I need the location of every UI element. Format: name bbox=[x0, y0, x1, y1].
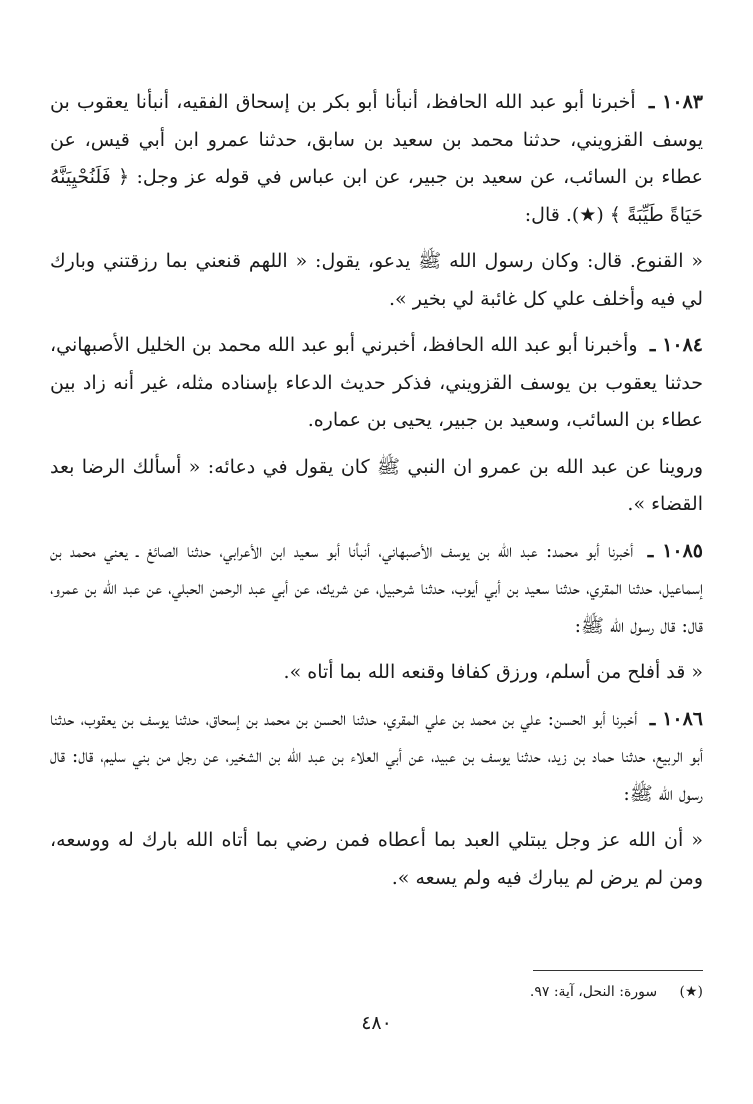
hadith-1084-riwaya bbox=[50, 449, 703, 524]
hadith-text: « قد أفلح من أسلم، ورزق كفافا وقنعه الله بما أتاه ». bbox=[283, 661, 703, 683]
hadith-number: ١٠٨٤ ـ bbox=[649, 334, 704, 356]
hadith-text: أخبرنا أبو عبد الله الحافظ، أنبأنا أبو بكر بن إسحاق الفقيه، أنبأنا يعقوب بن يوسف القزويني، حدثنا محمد بن سعيد بن سابق، حدثنا عمرو ابن أبي قيس، عن عطاء بن السائب، عن سعيد بن جبير، عن ابن عباس في قوله عز وجل: ﴿ فَلَنُحْيِيَنَّهُ حَيَاةً طَيِّبَةً ﴾ (★). قال: bbox=[50, 91, 703, 226]
hadith-text: « أن الله عز وجل يبتلي العبد بما أعطاه فمن رضي بما أتاه الله بارك له ووسعه، ومن لم يرض لم يبارك فيه ولم يسعه ». bbox=[50, 829, 703, 889]
hadith-1086 bbox=[50, 701, 703, 814]
hadith-1085-matn bbox=[50, 654, 703, 692]
hadith-1084 bbox=[50, 327, 703, 440]
hadith-1083 bbox=[50, 84, 703, 234]
page-number: ٤٨٠ bbox=[361, 1012, 392, 1034]
hadith-text: وأخبرنا أبو عبد الله الحافظ، أخبرني أبو عبد الله محمد بن الخليل الأصبهاني، حدثنا يعقوب بن يوسف القزويني، فذكر حديث الدعاء بإسناده مثله، غير أنه زاد بين عطاء بن السائب، وسعيد بن جبير، يحيى بن عماره. bbox=[50, 334, 703, 431]
hadith-text: « القنوع. قال: وكان رسول الله ﷺ يدعو، يقول: « اللهم قنعني بما رزقتني وبارك لي فيه وأخلف علي كل غائبة لي بخير ». bbox=[50, 250, 703, 310]
body-text bbox=[50, 84, 703, 897]
footnote bbox=[50, 982, 703, 1002]
hadith-1083-matn bbox=[50, 243, 703, 318]
hadith-number: ١٠٨٥ ـ bbox=[647, 539, 704, 562]
footnote-mark: (★) bbox=[679, 984, 703, 1000]
hadith-number: ١٠٨٣ ـ bbox=[648, 91, 703, 113]
hadith-text: أخبرنا أبو الحسن: علي بن محمد بن علي المقري، حدثنا الحسن بن محمد بن إسحاق، حدثنا يوسف بن يعقوب، حدثنا أبو الربيع، حدثنا حماد بن زيد، حدثنا يوسف بن عبيد، عن أبي العلاء بن عبد الله بن الشخير، عن رجل من بني سليم، قال: قال رسول الله ﷺ: bbox=[50, 707, 703, 805]
hadith-text: أخبرنا أبو محمد: عبد الله بن يوسف الأصبهاني، أنبأنا أبو سعيد ابن الأعرابي، حدثنا الصائغ ـ يعني محمد بن إسماعيل، حدثنا المقري، حدثنا سعيد بن أبي أيوب، حدثنا شرحبيل، عن شريك، عن أبي عبد الرحمن الحبلي، عن عبد الله بن عمرو، قال: قال رسول الله ﷺ: bbox=[50, 539, 703, 637]
footnote-divider bbox=[533, 970, 703, 971]
hadith-1085 bbox=[50, 533, 703, 646]
footnote-text: سورة: النحل، آية: ٩٧. bbox=[529, 984, 658, 1000]
hadith-text: وروينا عن عبد الله بن عمرو ان النبي ﷺ كان يقول في دعائه: « أسألك الرضا بعد القضاء ». bbox=[50, 455, 703, 515]
hadith-1086-matn bbox=[50, 822, 703, 897]
hadith-number: ١٠٨٦ ـ bbox=[649, 707, 704, 730]
